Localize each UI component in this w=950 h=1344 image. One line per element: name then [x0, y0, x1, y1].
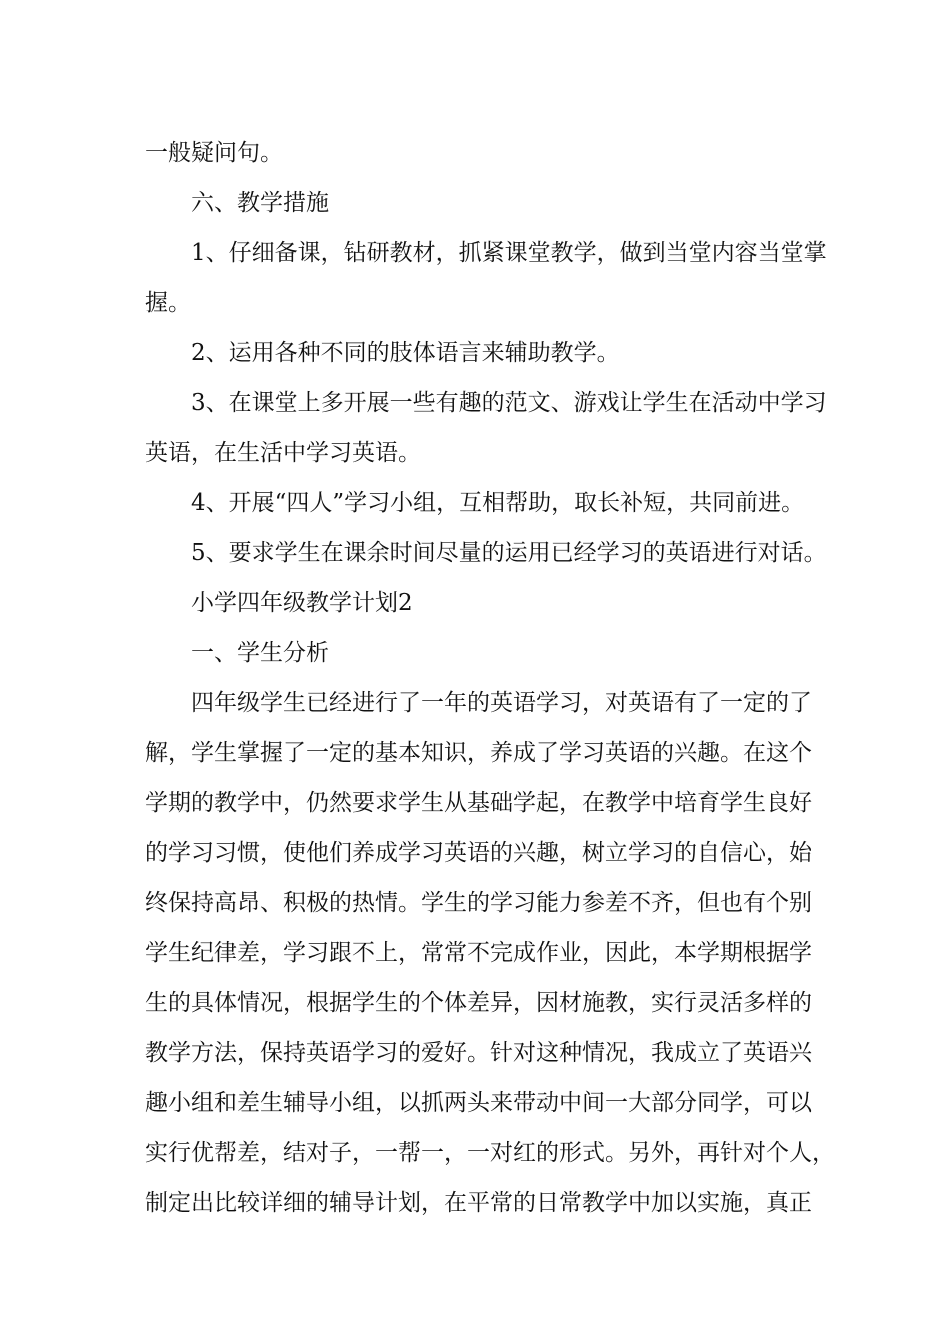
- text-line: 握。: [145, 290, 191, 316]
- text-line: 4、开展“四人”学习小组，互相帮助，取长补短，共同前进。: [191, 490, 805, 516]
- text-line: 趣小组和差生辅导小组，以抓两头来带动中间一大部分同学，可以: [145, 1090, 812, 1116]
- text-line: 1、仔细备课，钻研教材，抓紧课堂教学，做到当堂内容当堂掌: [191, 240, 827, 266]
- document-body: [145, 128, 835, 1228]
- section-heading: 六、教学措施: [191, 190, 329, 216]
- text-line: 教学方法，保持英语学习的爱好。针对这种情况，我成立了英语兴: [145, 1040, 812, 1066]
- text-line: 一般疑问句。: [145, 140, 283, 166]
- text-line: 5、要求学生在课余时间尽量的运用已经学习的英语进行对话。: [191, 540, 827, 566]
- text-line: 英语，在生活中学习英语。: [145, 440, 421, 466]
- document-subtitle: 小学四年级教学计划2: [191, 590, 413, 616]
- text-line: 终保持高昂、积极的热情。学生的学习能力参差不齐，但也有个别: [145, 890, 812, 916]
- text-line: 学生纪律差，学习跟不上，常常不完成作业，因此，本学期根据学: [145, 940, 812, 966]
- section-heading: 一、学生分析: [191, 640, 329, 666]
- text-line: 3、在课堂上多开展一些有趣的范文、游戏让学生在活动中学习: [191, 390, 827, 416]
- text-line: 学期的教学中，仍然要求学生从基础学起，在教学中培育学生良好: [145, 790, 812, 816]
- text-line: 生的具体情况，根据学生的个体差异，因材施教，实行灵活多样的: [145, 990, 812, 1016]
- text-line: 的学习习惯，使他们养成学习英语的兴趣，树立学习的自信心，始: [145, 840, 812, 866]
- text-line: 解，学生掌握了一定的基本知识，养成了学习英语的兴趣。在这个: [145, 740, 812, 766]
- text-line: 四年级学生已经进行了一年的英语学习，对英语有了一定的了: [191, 690, 812, 716]
- text-line: 实行优帮差，结对子，一帮一，一对红的形式。另外，再针对个人，: [145, 1140, 835, 1166]
- text-line: 2、运用各种不同的肢体语言来辅助教学。: [191, 340, 620, 366]
- text-line: 制定出比较详细的辅导计划，在平常的日常教学中加以实施，真正: [145, 1190, 812, 1216]
